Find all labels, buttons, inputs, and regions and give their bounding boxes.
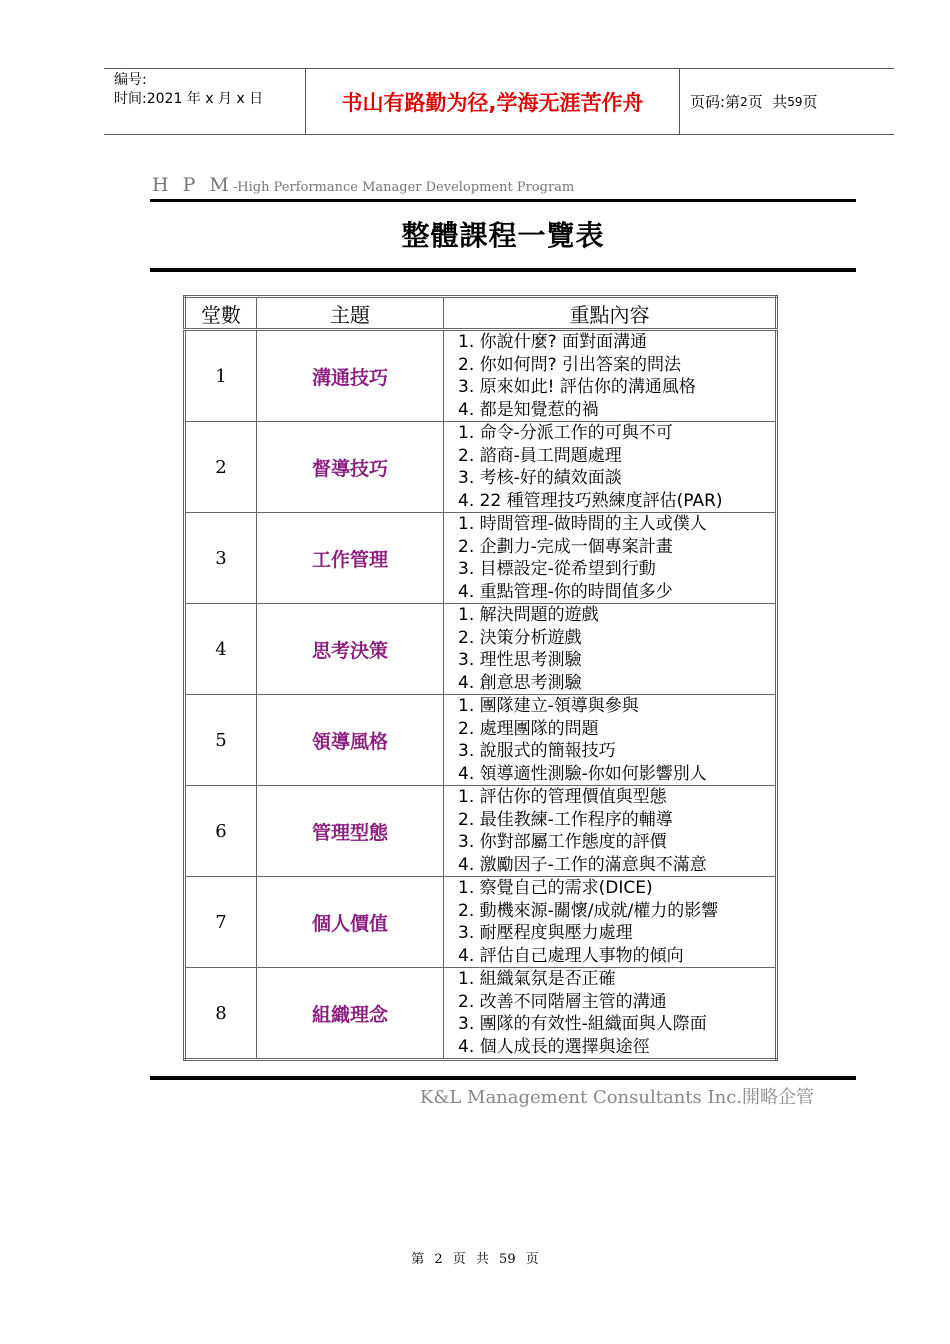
content-list (458, 786, 775, 876)
content-item: 3. 目標設定-從希望到行動 (458, 559, 656, 579)
session-topic: 領導風格 (257, 695, 444, 786)
content-item: 1. 命令-分派工作的可與不可 (458, 423, 673, 443)
session-number: 7 (185, 877, 257, 968)
header-motto: 书山有路勤为径,学海无涯苦作舟 (306, 69, 680, 134)
content-item: 2. 改善不同階層主管的溝通 (458, 991, 667, 1012)
content-list (458, 422, 775, 512)
session-content (444, 604, 777, 695)
table-row (185, 604, 777, 695)
content-item: 1. 你說什麼? 面對面溝通 (458, 332, 648, 352)
session-content (444, 330, 777, 422)
content-item: 2. 你如何問? 引出答案的問法 (458, 354, 682, 375)
company-name: K&L Management Consultants Inc.開略企管 (419, 1087, 814, 1108)
content-item: 4. 評估自己處理人事物的傾向 (458, 945, 684, 966)
content-item: 2. 處理團隊的問題 (458, 718, 599, 739)
program-heading (152, 174, 574, 196)
content-item: 2. 企劃力-完成一個專案計畫 (458, 536, 673, 557)
table-row (185, 877, 777, 968)
session-number: 6 (185, 786, 257, 877)
session-topic: 溝通技巧 (257, 330, 444, 422)
course-table (183, 295, 778, 1061)
session-content (444, 695, 777, 786)
header-meta (104, 69, 306, 134)
content-item: 2. 最佳教練-工作程序的輔導 (458, 809, 673, 830)
header-page-info (680, 69, 894, 134)
header-topic: 主題 (257, 297, 444, 330)
content-item: 4. 激勵因子-工作的滿意與不滿意 (458, 854, 707, 875)
content-item: 2. 決策分析遊戲 (458, 627, 582, 648)
content-item: 4. 領導適性測驗-你如何影響別人 (458, 763, 707, 784)
page-label-b: 页 共 (747, 93, 788, 111)
page-header (104, 68, 894, 135)
title-rule (150, 268, 856, 272)
session-content (444, 513, 777, 604)
content-item: 3. 耐壓程度與壓力處理 (458, 923, 633, 943)
page-current: 2 (740, 94, 748, 109)
content-item: 2. 動機來源-關懷/成就/權力的影響 (458, 900, 719, 921)
content-list (458, 331, 775, 421)
header-content: 重點內容 (444, 297, 777, 330)
bottom-rule (150, 1076, 856, 1080)
session-number: 2 (185, 422, 257, 513)
table-row (185, 695, 777, 786)
content-item: 1. 察覺自己的需求(DICE) (458, 878, 653, 898)
session-number: 1 (185, 330, 257, 422)
session-content (444, 786, 777, 877)
content-item: 4. 個人成長的選擇與途徑 (458, 1036, 650, 1057)
header-session: 堂數 (185, 297, 257, 330)
session-content (444, 422, 777, 513)
content-item: 1. 時間管理-做時間的主人或僕人 (458, 514, 707, 534)
page-label-a: 页码:第 (690, 93, 741, 111)
session-content (444, 877, 777, 968)
content-item: 4. 重點管理-你的時間值多少 (458, 581, 673, 602)
course-table-body (185, 330, 777, 1060)
content-item: 3. 原來如此! 評估你的溝通風格 (458, 377, 696, 397)
content-list (458, 695, 775, 785)
page-title: 整體課程一覽表 (401, 219, 605, 252)
table-header-row (185, 297, 777, 330)
content-item: 1. 解決問題的遊戲 (458, 605, 599, 625)
content-list (458, 877, 775, 967)
content-list (458, 968, 775, 1058)
session-number: 5 (185, 695, 257, 786)
table-row (185, 330, 777, 422)
content-item: 3. 理性思考測驗 (458, 650, 582, 670)
session-number: 3 (185, 513, 257, 604)
table-row (185, 968, 777, 1060)
content-list (458, 513, 775, 603)
session-number: 8 (185, 968, 257, 1060)
time-label: 时间:2021 年 x 月 x 日 (114, 91, 264, 107)
content-list (458, 604, 775, 694)
page-total: 59 (787, 94, 803, 109)
content-item: 3. 考核-好的績效面談 (458, 468, 622, 488)
table-row (185, 422, 777, 513)
table-row (185, 786, 777, 877)
session-topic: 管理型態 (257, 786, 444, 877)
table-row (185, 513, 777, 604)
session-content (444, 968, 777, 1060)
content-item: 4. 創意思考測驗 (458, 672, 582, 693)
session-topic: 個人價值 (257, 877, 444, 968)
content-item: 4. 都是知覺惹的禍 (458, 399, 599, 420)
content-item: 1. 評估你的管理價值與型態 (458, 787, 667, 807)
content-item: 4. 22 種管理技巧熟練度評估(PAR) (458, 490, 723, 511)
session-topic: 督導技巧 (257, 422, 444, 513)
content-item: 3. 說服式的簡報技巧 (458, 741, 616, 761)
session-number: 4 (185, 604, 257, 695)
program-name: -High Performance Manager Development Program (232, 180, 575, 195)
content-item: 1. 組織氣氛是否正確 (458, 969, 616, 989)
session-topic: 組織理念 (257, 968, 444, 1060)
session-topic: 工作管理 (257, 513, 444, 604)
content-item: 1. 團隊建立-領導與參與 (458, 696, 639, 716)
page-footer-number: 第 2 页 共 59 页 (411, 1252, 539, 1267)
program-acronym: H P M (152, 174, 233, 196)
content-item: 3. 你對部屬工作態度的評價 (458, 832, 667, 852)
content-item: 2. 諮商-員工問題處理 (458, 445, 622, 466)
session-topic: 思考決策 (257, 604, 444, 695)
number-label: 编号: (114, 72, 147, 88)
content-item: 3. 團隊的有效性-組織面與人際面 (458, 1014, 707, 1034)
top-rule (150, 199, 856, 202)
page-label-c: 页 (802, 93, 818, 111)
